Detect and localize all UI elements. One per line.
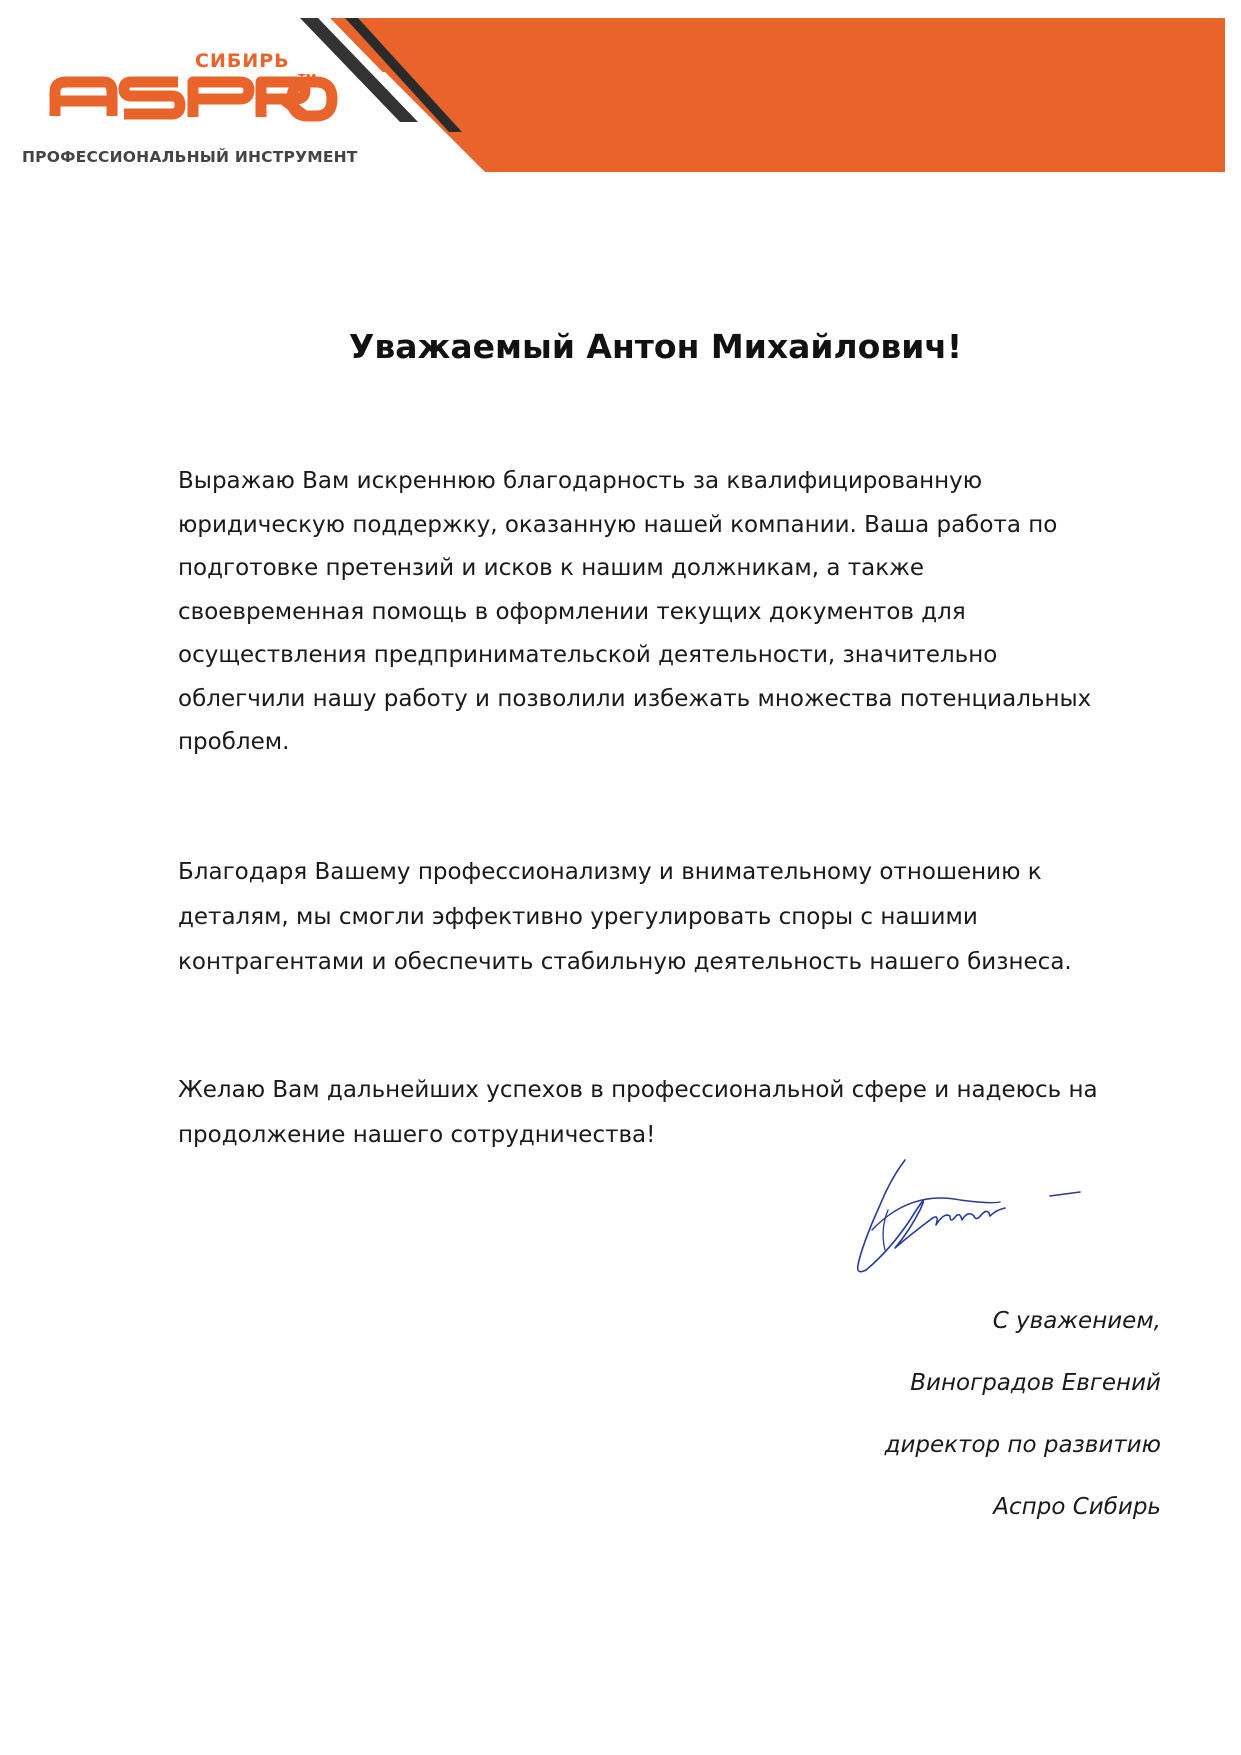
letter-paragraph-3 [178,1068,1163,1158]
closing-signer-name: Виноградов Евгений [910,1370,1161,1396]
paragraph-line: юридическую поддержку, оказанную нашей компании. Ваша работа по [178,511,1058,538]
logo-text-block [20,50,400,180]
logo-region-word: СИБИРЬ [195,50,290,72]
paragraph-line: деталям, мы смогли эффективно урегулировать споры с нашими [178,904,978,930]
closing-regards: С уважением, [992,1308,1161,1334]
letterhead [0,0,1241,180]
paragraph-line: подготовке претензий и исков к нашим должникам, а также [178,555,925,581]
letter-paragraph-2 [178,850,1163,985]
paragraph-line: продолжение нашего сотрудничества! [178,1122,656,1148]
paragraph-line: своевременная помощь в оформлении текущих документов для [178,598,966,625]
paragraph-line: Благодаря Вашему профессионализму и внимательному отношению к [178,859,1042,885]
paragraph-line: осуществления предпринимательской деятельности, значительно [178,642,998,668]
trademark-mark: TM [298,72,317,85]
paragraph-line: Выражаю Вам искреннюю благодарность за квалифицированную [178,468,983,494]
paragraph-line: проблем. [178,729,290,755]
handwritten-signature [850,1150,1130,1280]
closing-signer-position: директор по развитию [884,1432,1161,1458]
closing-company: Аспро Сибирь [993,1494,1161,1520]
letter-paragraph-1 [178,460,1163,765]
paragraph-line: контрагентами и обеспечить стабильную деятельность нашего бизнеса. [178,949,1072,975]
orange-banner [330,18,1225,172]
logo-tagline: ПРОФЕССИОНАЛЬНЫЙ ИНСТРУМЕНТ [22,148,358,166]
letter-salutation: Уважаемый Антон Михайлович! [348,327,963,366]
paragraph-line: Желаю Вам дальнейших успехов в профессиональной сфере и надеюсь на [178,1077,1098,1103]
paragraph-line: облегчили нашу работу и позволили избежать множества потенциальных [178,685,1092,712]
